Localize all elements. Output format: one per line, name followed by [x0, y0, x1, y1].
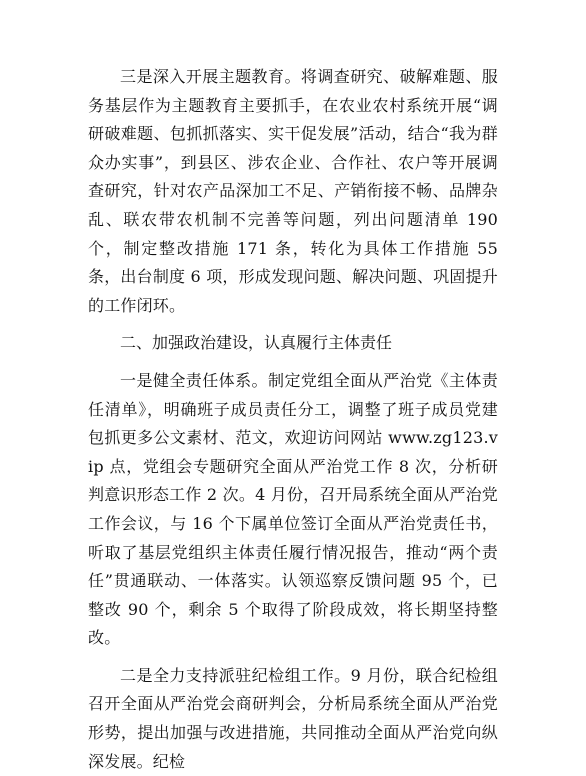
paragraph-responsibility-system: 一是健全责任体系。制定党组全面从严治党《主体责任清单》，明确班子成员责任分工，调整了班子成员党建包抓更多公文素材、范文，欢迎访问网站 www.zg123.vip 点，党组会专题研究全面从严治党工作 8 次，分析研判意识形态工作 2 次。4 月份，召开局系统全面从严治党工作会议，与 16 个下属单位签订全面从严治党责任书，听取了基层党组织主体责任履行情况报告，推动“两个责任”贯通联动、一体落实。认领巡察反馈问题 95 个，已整改 90 个，剩余 5 个取得了阶段成效，将长期坚持整改。	[88, 370, 498, 648]
paragraph-support-discipline-group: 二是全力支持派驻纪检组工作。9 月份，联合纪检组召开全面从严治党会商研判会，分析局系统全面从严治党形势，提出加强与改进措施，共同推动全面从严治党向纵深发展。纪检	[88, 665, 498, 771]
document-body	[88, 63, 498, 776]
section-heading-political-building: 二、加强政治建设，认真履行主体责任	[120, 333, 393, 353]
paragraph-theme-education: 三是深入开展主题教育。将调查研究、破解难题、服务基层作为主题教育主要抓手，在农业农村系统开展“调研破难题、包抓抓落实、实干促发展”活动，结合“我为群众办实事”，到县区、涉农企业、合作社、农户等开展调查研究，针对农产品深加工不足、产销衔接不畅、品牌杂乱、联农带农机制不完善等问题，列出问题清单 190 个，制定整改措施 171 条，转化为具体工作措施 55 条，出台制度 6 项，形成发现问题、解决问题、巩固提升的工作闭环。	[88, 67, 498, 315]
